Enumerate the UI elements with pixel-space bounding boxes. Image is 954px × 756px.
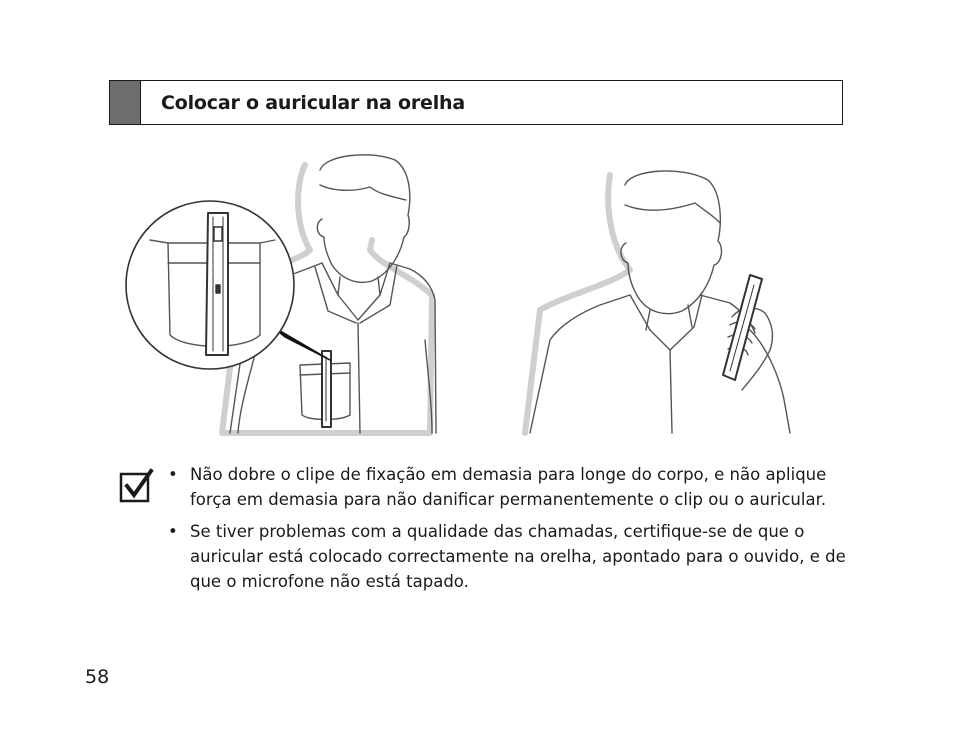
section-header — [109, 80, 843, 125]
check-box-icon — [118, 468, 154, 504]
right-person-figure — [525, 171, 790, 433]
section-title: Colocar o auricular na orelha — [161, 91, 465, 114]
bullet: • — [168, 465, 178, 484]
note-text: Se tiver problemas com a qualidade das chamadas, certifique-se de que o auricular está colocado correctamente na orelha, apontado para o ouvido, e de que o microfone não está tapado. — [190, 522, 846, 591]
notes-list — [168, 462, 848, 601]
page-number: 58 — [85, 666, 110, 688]
section-tab-marker — [110, 81, 141, 124]
earpiece-wearing-illustration — [110, 145, 810, 437]
note-item — [168, 519, 848, 594]
bullet: • — [168, 522, 178, 541]
note-text: Não dobre o clipe de fixação em demasia para longe do corpo, e não aplique força em demasia para não danificar permanentemente o clip ou o auricular. — [190, 465, 827, 509]
note-item — [168, 462, 848, 512]
